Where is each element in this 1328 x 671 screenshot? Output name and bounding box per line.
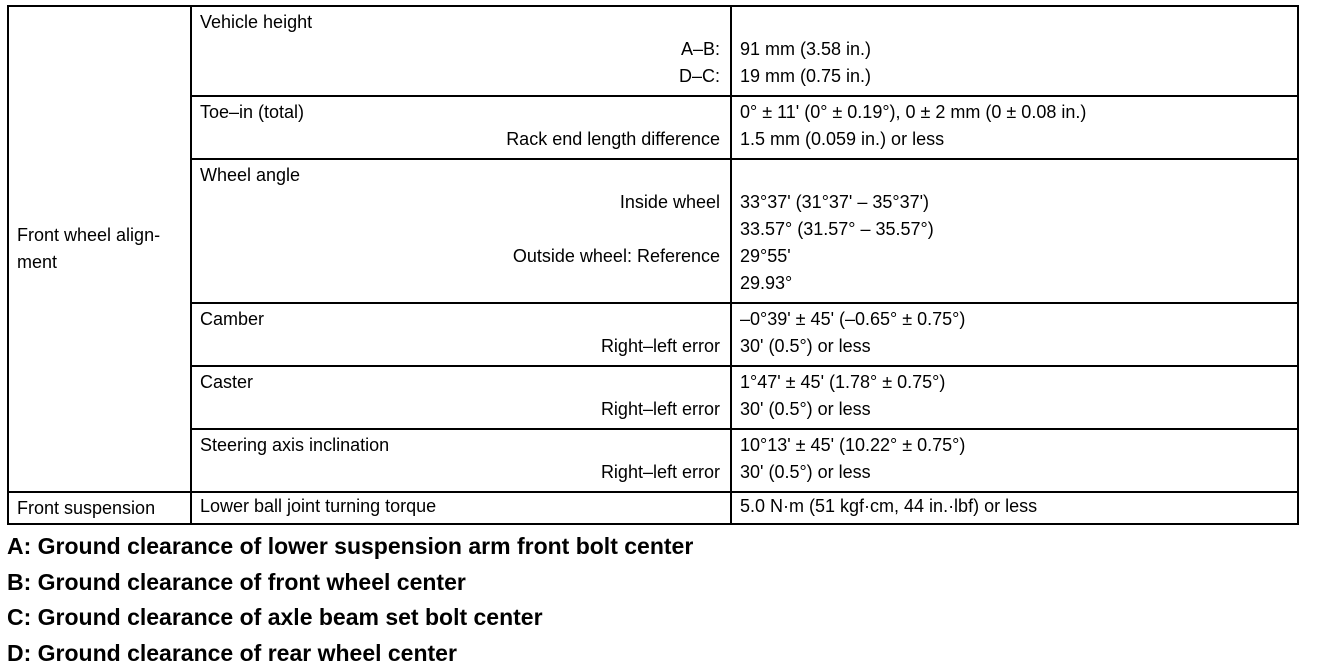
table-row bbox=[8, 492, 1298, 524]
category-label-line-1: Front wheel align- bbox=[17, 222, 182, 249]
wheel-angle-cell bbox=[191, 159, 731, 303]
camber-cell bbox=[191, 303, 731, 366]
category-label-line-2: ment bbox=[17, 249, 182, 276]
vehicle-height-label: Vehicle height bbox=[192, 9, 730, 36]
toe-in-cell bbox=[191, 96, 731, 159]
category-front-wheel-alignment bbox=[8, 6, 191, 492]
camber-error-label: Right–left error bbox=[192, 333, 730, 360]
table-row bbox=[8, 429, 1298, 492]
wheel-angle-values bbox=[731, 159, 1298, 303]
table-row bbox=[8, 366, 1298, 429]
caster-value: 1°47' ± 45' (1.78° ± 0.75°) bbox=[732, 369, 1297, 396]
dc-label: D–C: bbox=[192, 63, 730, 90]
vehicle-height-values bbox=[731, 6, 1298, 96]
legend-c: C: Ground clearance of axle beam set bolt center bbox=[7, 600, 693, 636]
spec-table bbox=[7, 5, 1299, 525]
toe-in-value: 0° ± 11' (0° ± 0.19°), 0 ± 2 mm (0 ± 0.08 in.) bbox=[732, 99, 1297, 126]
dc-value: 19 mm (0.75 in.) bbox=[732, 63, 1297, 90]
rack-end-value: 1.5 mm (0.059 in.) or less bbox=[732, 126, 1297, 153]
table-row bbox=[8, 96, 1298, 159]
inside-wheel-value-1: 33°37' (31°37' – 35°37') bbox=[732, 189, 1297, 216]
inside-wheel-label: Inside wheel bbox=[192, 189, 730, 216]
camber-value: –0°39' ± 45' (–0.65° ± 0.75°) bbox=[732, 306, 1297, 333]
table-row bbox=[8, 303, 1298, 366]
steering-axis-label: Steering axis inclination bbox=[192, 432, 730, 459]
legend-a: A: Ground clearance of lower suspension arm front bolt center bbox=[7, 529, 693, 565]
steering-axis-values bbox=[731, 429, 1298, 492]
category-front-suspension: Front suspension bbox=[8, 492, 191, 524]
ab-label: A–B: bbox=[192, 36, 730, 63]
toe-in-values bbox=[731, 96, 1298, 159]
ball-joint-cell bbox=[191, 492, 731, 524]
table-row bbox=[8, 6, 1298, 96]
outside-wheel-label: Outside wheel: Reference bbox=[192, 243, 730, 270]
vehicle-height-cell bbox=[191, 6, 731, 96]
outside-wheel-value-2: 29.93° bbox=[732, 270, 1297, 297]
caster-error-label: Right–left error bbox=[192, 396, 730, 423]
steering-axis-error-label: Right–left error bbox=[192, 459, 730, 486]
ball-joint-label: Lower ball joint turning torque bbox=[192, 493, 730, 520]
ball-joint-values bbox=[731, 492, 1298, 524]
caster-values bbox=[731, 366, 1298, 429]
caster-cell bbox=[191, 366, 731, 429]
camber-error-value: 30' (0.5°) or less bbox=[732, 333, 1297, 360]
table-row bbox=[8, 159, 1298, 303]
legend-b: B: Ground clearance of front wheel center bbox=[7, 565, 693, 601]
caster-label: Caster bbox=[192, 369, 730, 396]
steering-axis-cell bbox=[191, 429, 731, 492]
ab-value: 91 mm (3.58 in.) bbox=[732, 36, 1297, 63]
steering-axis-error-value: 30' (0.5°) or less bbox=[732, 459, 1297, 486]
steering-axis-value: 10°13' ± 45' (10.22° ± 0.75°) bbox=[732, 432, 1297, 459]
inside-wheel-value-2: 33.57° (31.57° – 35.57°) bbox=[732, 216, 1297, 243]
legend bbox=[7, 529, 693, 671]
camber-label: Camber bbox=[192, 306, 730, 333]
toe-in-label: Toe–in (total) bbox=[192, 99, 730, 126]
camber-values bbox=[731, 303, 1298, 366]
rack-end-label: Rack end length difference bbox=[192, 126, 730, 153]
outside-wheel-value-1: 29°55' bbox=[732, 243, 1297, 270]
ball-joint-value: 5.0 N·m (51 kgf·cm, 44 in.·lbf) or less bbox=[732, 493, 1297, 520]
wheel-angle-label: Wheel angle bbox=[192, 162, 730, 189]
legend-d: D: Ground clearance of rear wheel center bbox=[7, 636, 693, 671]
caster-error-value: 30' (0.5°) or less bbox=[732, 396, 1297, 423]
